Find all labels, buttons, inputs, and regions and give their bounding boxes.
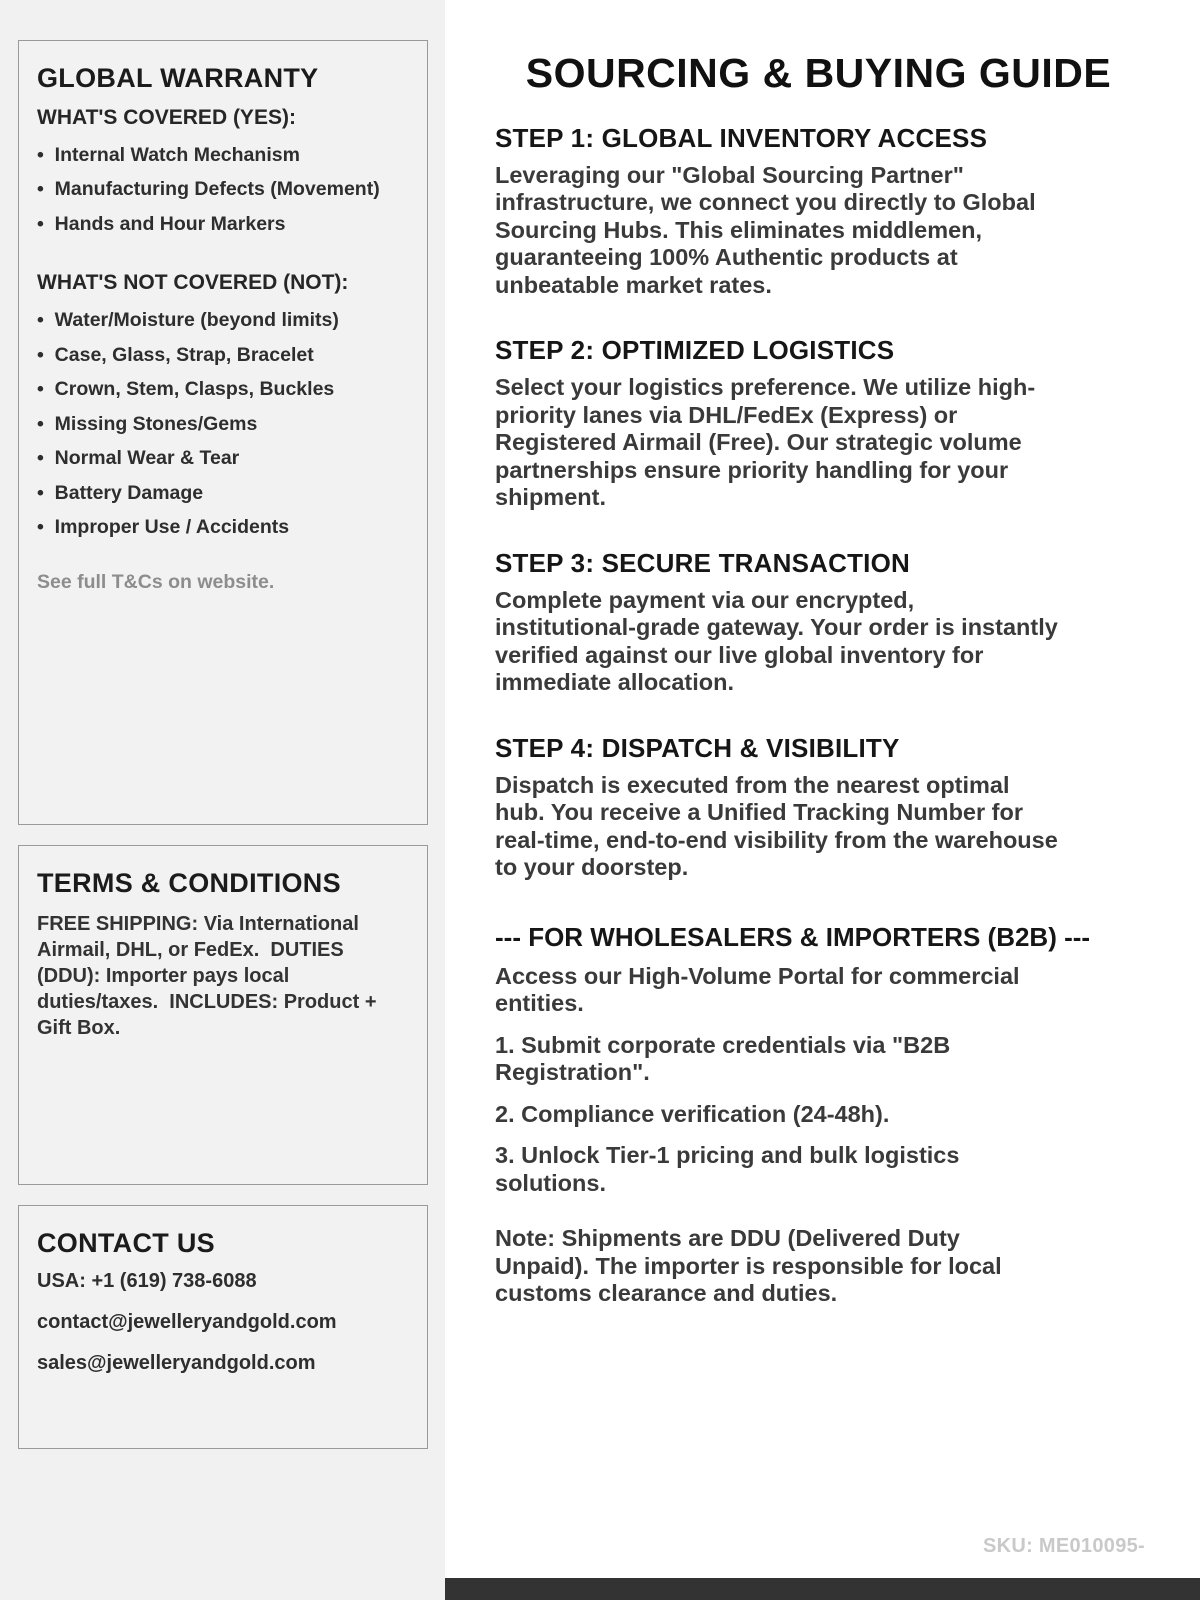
list-item: • Internal Watch Mechanism	[37, 138, 409, 172]
contact-email-primary: contact@jewelleryandgold.com	[37, 1311, 337, 1333]
step-3-body: Complete payment via our encrypted, institutional-grade gateway. Your order is instantly verified against our live global inventory for immediate allocation.	[495, 586, 1058, 696]
terms-title: TERMS & CONDITIONS	[37, 868, 341, 898]
list-item: • Improper Use / Accidents	[37, 510, 409, 544]
step-4-section	[495, 733, 1142, 882]
sku-label: SKU: ME010095-	[982, 1535, 1145, 1557]
b2b-intro: Access our High-Volume Portal for commercial entities.	[495, 962, 1020, 1017]
step-1-body: Leveraging our "Global Sourcing Partner" infrastructure, we connect you directly to Global Sourcing Hubs. This eliminates middlemen, guaranteeing 100% Authentic products at unbeatable market rates.	[495, 162, 1036, 298]
list-item: • Manufacturing Defects (Movement)	[37, 172, 409, 206]
contact-phone: USA: +1 (619) 738-6088	[37, 1270, 257, 1292]
b2b-section	[495, 922, 1142, 1308]
terms-box	[18, 845, 428, 1185]
warranty-not-covered-heading: WHAT'S NOT COVERED (NOT):	[37, 271, 349, 295]
contact-email-sales: sales@jewelleryandgold.com	[37, 1352, 316, 1374]
main-content	[445, 0, 1200, 1600]
b2b-item-2: 2. Compliance verification (24-48h).	[495, 1100, 890, 1127]
contact-title: CONTACT US	[37, 1228, 215, 1258]
list-item: • Hands and Hour Markers	[37, 207, 409, 241]
step-1-heading: STEP 1: GLOBAL INVENTORY ACCESS	[495, 123, 988, 153]
list-item: • Missing Stones/Gems	[37, 407, 409, 441]
b2b-note: Note: Shipments are DDU (Delivered Duty Unpaid). The importer is responsible for local customs clearance and duties.	[495, 1225, 1002, 1307]
list-item: • Case, Glass, Strap, Bracelet	[37, 338, 409, 372]
terms-body: FREE SHIPPING: Via International Airmail, DHL, or FedEx. DUTIES (DDU): Importer pays local duties/taxes. INCLUDES: Product + Gift Box.	[37, 913, 383, 1039]
list-item: • Water/Moisture (beyond limits)	[37, 303, 409, 337]
step-2-section	[495, 335, 1142, 511]
step-2-heading: STEP 2: OPTIMIZED LOGISTICS	[495, 335, 895, 366]
step-2-body: Select your logistics preference. We utilize high-priority lanes via DHL/FedEx (Express) or Registered Airmail (Free). Our strategic volume partnerships ensure priority handling for your shipment.	[495, 374, 1036, 511]
warranty-box	[18, 40, 428, 825]
warranty-not-covered-list	[37, 303, 409, 544]
step-3-heading: STEP 3: SECURE TRANSACTION	[495, 547, 910, 578]
list-item: • Crown, Stem, Clasps, Buckles	[37, 372, 409, 406]
step-3-section	[495, 548, 1142, 697]
bottom-bar	[445, 1578, 1200, 1600]
warranty-covered-list	[37, 138, 409, 241]
sidebar	[0, 0, 445, 1600]
step-1-section	[495, 123, 1142, 299]
b2b-item-1: 1. Submit corporate credentials via "B2B Registration".	[495, 1031, 951, 1086]
warranty-footnote: See full T&Cs on website.	[37, 570, 275, 593]
warranty-title: GLOBAL WARRANTY	[37, 63, 319, 93]
list-item: • Normal Wear & Tear	[37, 441, 409, 475]
list-item: • Battery Damage	[37, 476, 409, 510]
contact-box	[18, 1205, 428, 1449]
page-title: SOURCING & BUYING GUIDE	[525, 50, 1112, 96]
step-4-body: Dispatch is executed from the nearest optimal hub. You receive a Unified Tracking Number for real-time, end-to-end visibility from the warehouse to your doorstep.	[495, 771, 1058, 881]
step-4-heading: STEP 4: DISPATCH & VISIBILITY	[495, 732, 900, 763]
b2b-heading: --- FOR WHOLESALERS & IMPORTERS (B2B) ---	[495, 921, 1091, 952]
warranty-covered-heading: WHAT'S COVERED (YES):	[37, 106, 296, 129]
b2b-item-3: 3. Unlock Tier-1 pricing and bulk logistics solutions.	[495, 1142, 960, 1196]
